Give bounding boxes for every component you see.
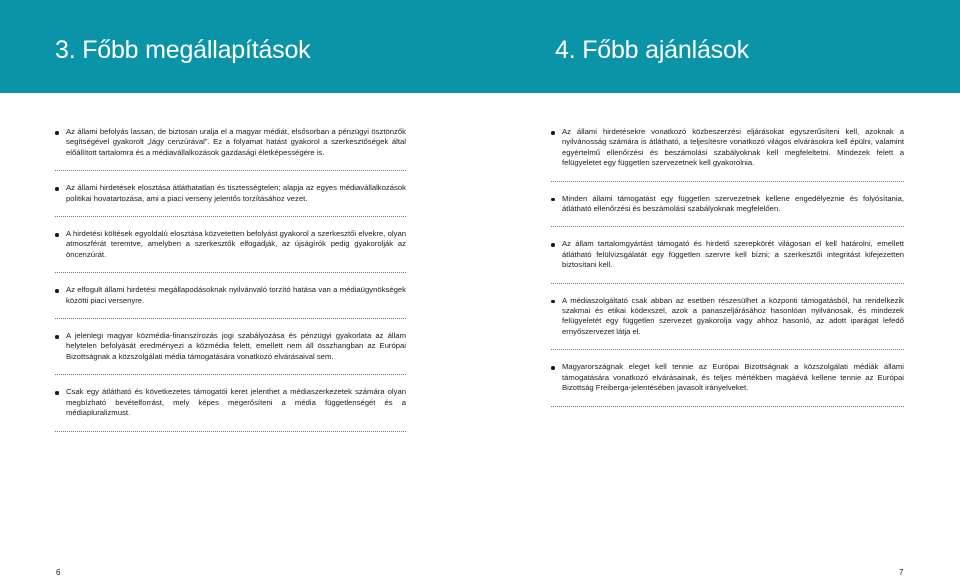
bullet-icon [551,243,555,247]
divider [551,349,904,350]
findings-column [55,127,406,432]
recommendation-item [551,194,904,215]
bullet-icon [55,391,59,395]
finding-item [55,331,406,362]
right-page-number: 7 [899,568,904,577]
bullet-icon [551,300,555,304]
finding-item [55,127,406,158]
bullet-icon [55,289,59,293]
left-page-number: 6 [56,568,61,577]
recommendations-column [551,127,904,407]
recommendation-item [551,362,904,393]
recommendation-text: Az állam tartalomgyártást támogató és hirdető szerepkörét világosan el kell határolni, emellett átlátható felülvizsgálatát egy független szervre kell bízni; a szerkesztői integritást kifejezetten biztosítani kell. [562,239,904,270]
finding-item [55,387,406,418]
recommendation-text: A médiaszolgáltató csak abban az esetben részesülhet a központi támogatásból, ha rendelkezik szakmai és etikai kódexszel, azok a panaszeljárásához hasonlóan nyilvánosak, és mindezek felügyeletét egy független szervezet gyakorolja vagy ahhoz hasonló, az adott iparágat lefedő ernyőszervezet látja el. [562,295,904,336]
findings-list [55,127,406,432]
bullet-icon [551,366,555,370]
bullet-icon [551,131,555,135]
finding-text: Csak egy átlátható és következetes támogatói keret jelenthet a médiaszerkezetek számára olyan megbízható bevételforrást, mely képes megerősíteni a média függetlenségét és a médiapluralizmust. [66,387,406,418]
divider [55,272,406,273]
recommendation-item [551,239,904,270]
header-banner [0,0,960,93]
recommendation-text: Magyarországnak eleget kell tennie az Európai Bizottságnak a közszolgálati médiák állami támogatására vonatkozó elvárásainak, és teljes mértékben magáévá kellene tennie az Európai Bizottság Freiberga-jelentésében javasolt irányelveket. [562,362,904,393]
divider [55,374,406,375]
recommendation-item [551,296,904,338]
divider [55,431,406,432]
finding-text: Az elfogult állami hirdetési megállapodásoknak nyilvánvaló torzító hatása van a médiaügynökségek közötti piaci versenyre. [66,285,406,305]
left-page-title: 3. Főbb megállapítások [55,36,311,64]
finding-item [55,183,406,204]
divider [55,216,406,217]
bullet-icon [55,131,59,135]
finding-text: A hirdetési költések egyoldalú elosztása közvetetten befolyást gyakorol a szerkesztői elvekre, olyan atmoszférát teremtve, amelyben a szerkesztők elfogadják, az újságírók pedig gyakorolják az öncenzúrát. [66,229,406,259]
bullet-icon [55,335,59,339]
divider [551,226,904,227]
bullet-icon [551,198,555,202]
bullet-icon [55,187,59,191]
recommendation-text: Az állami hirdetésekre vonatkozó közbeszerzési eljárásokat egyszerűsíteni kell, azoknak a nyilvánosság számára is átlátható, a teljesítésre vonatkozó világos elvárásokra kell épülni, valamint egyértelmű ellenőrzési és beszámolási szabályoknak kell megfeleltetni. Mindezek felett a felügyeletet egy független szervezetnek kell gyakorolnia. [562,127,904,168]
recommendation-item [551,127,904,169]
right-page-title: 4. Főbb ajánlások [555,36,749,64]
divider [551,181,904,182]
recommendation-text: Minden állami támogatást egy független szervezetnek kellene engedélyeznie és folyósítania, átlátható ellenőrzési és beszámolási szabályoknak megfelelően. [562,193,904,214]
divider [551,283,904,284]
finding-item [55,285,406,306]
finding-text: Az állami hirdetések elosztása átláthatatlan és tisztességtelen; alapja az egyes médiavállalkozások politikai hovatartozása, ami a piaci verseny jelentős torzításához vezet. [66,183,406,203]
bullet-icon [55,233,59,237]
divider [551,406,904,407]
finding-item [55,229,406,260]
finding-text: Az állami befolyás lassan, de biztosan uralja el a magyar médiát, elsősorban a pénzügyi ösztönzők segítségével gyakorolt „lágy cenzúrával”. Ez a folyamat hatást gyakorol a szerkesztőségek által előállított tartalomra és a médiavállalkozások gazdasági életképességére is. [66,127,406,157]
divider [55,170,406,171]
finding-text: A jelenlegi magyar közmédia-finanszírozás jogi szabályozása és pénzügyi gyakorlata az állam helytelen befolyását eredményezi a közmédia felett, emellett nem áll összhangban az Európai Bizottságnak a közszolgálati média támogatására vonatkozó elvárásaival sem. [66,331,406,361]
divider [55,318,406,319]
recommendations-list [551,127,904,407]
